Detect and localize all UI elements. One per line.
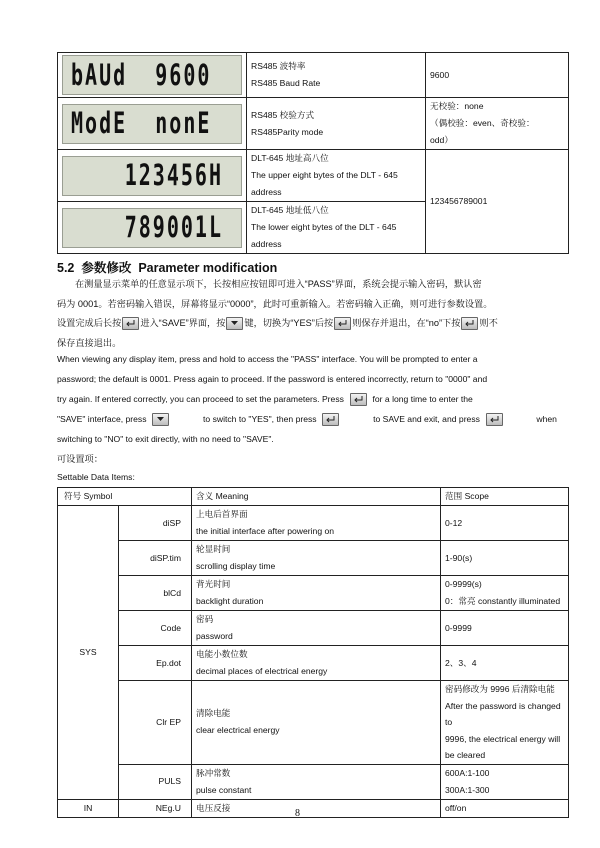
table-row <box>58 611 569 646</box>
down-key-icon <box>152 413 169 426</box>
symbol-cell: Clr EP <box>119 681 192 765</box>
meaning-cell: RS485 校验方式 RS485Parity mode <box>247 98 426 150</box>
lcd-cell <box>58 150 247 202</box>
section-heading: 5.2 参数修改 Parameter modification <box>57 261 278 275</box>
group-sys: SYS <box>58 506 119 800</box>
symbol-cell: diSP.tim <box>119 541 192 576</box>
symbol-cell: Code <box>119 611 192 646</box>
header-symbol: 符号 Symbol <box>58 488 192 506</box>
table-row <box>58 506 569 541</box>
group-in: IN <box>58 799 119 817</box>
enter-key-icon <box>322 413 339 426</box>
meaning-cell: 轮显时间 scrolling display time <box>192 541 441 576</box>
meaning-cell: 电压反接 <box>192 799 441 817</box>
table-row <box>58 799 569 817</box>
meaning-cell: 背光时间 backlight duration <box>192 576 441 611</box>
symbol-cell: NEg.U <box>119 799 192 817</box>
english-paragraph: When viewing any display item, press and hold to access the "PASS" interface. You will be prompted to enter a password; the default is 0001. Press again to proceed. If the password is entered incorrectly, return to "0000" and try again. If entered correctly, you can proceed to set the parameters. Press for a long time to enter the "SAVE" interface, press to switch to "YES", then press to SAVE and exit, and press when switching to "NO" to exit directly, with no need to "SAVE". <box>57 354 557 444</box>
table-row <box>58 53 569 98</box>
enter-key-icon <box>334 317 351 330</box>
meaning-cell: DLT-645 地址低八位 The lower eight bytes of the DLT - 645 address <box>247 202 426 254</box>
table-row <box>58 150 569 202</box>
table-row <box>58 764 569 799</box>
value-cell: 9600 <box>426 53 569 98</box>
scope-cell: 0-12 <box>441 506 569 541</box>
table-row <box>58 646 569 681</box>
settable-data-table <box>57 487 569 818</box>
symbol-cell: Ep.dot <box>119 646 192 681</box>
table-row <box>58 541 569 576</box>
chinese-paragraph: 在测量显示菜单的任意显示项下，长按相应按钮即可进入“PASS”界面，系统会提示输入密码，默认密 码为 0001。若密码输入错误，屏幕将显示“0000”，此时可重新输入。若密码输入正确，则可进行参数设置。 设置完成后长按 进入“SAVE”界面，按 键，切换为“YES”后按 则保存并退出，在“no”下按 则不 保存直接退出。 <box>57 279 498 348</box>
scope-cell: off/on <box>441 799 569 817</box>
meaning-cell: 脉冲常数 pulse constant <box>192 764 441 799</box>
table-row <box>58 576 569 611</box>
address-value-cell: 123456789001 <box>426 150 569 254</box>
lcd-parameter-table <box>57 52 569 254</box>
meaning-cell: 上电后首界面 the initial interface after powering on <box>192 506 441 541</box>
lcd-display: ModE nonE <box>62 104 242 144</box>
meaning-cell: 密码 password <box>192 611 441 646</box>
lcd-cell <box>58 202 247 254</box>
lcd-cell <box>58 98 247 150</box>
enter-key-icon <box>486 413 503 426</box>
settable-label: 可设置项： Settable Data Items: <box>57 454 135 482</box>
value-cell: 无校验：none （偶校验：even、奇校验： odd） <box>426 98 569 150</box>
header-meaning: 含义 Meaning <box>192 488 441 506</box>
lcd-display: 789001L <box>62 208 242 248</box>
enter-key-icon <box>461 317 478 330</box>
scope-cell: 0-9999(s) 0：常亮 constantly illuminated <box>441 576 569 611</box>
scope-cell: 密码修改为 9996 后清除电能 After the password is changed to 9996, the electrical energy will be cleared <box>441 681 569 765</box>
enter-key-icon <box>350 393 367 406</box>
header-scope: 范围 Scope <box>441 488 569 506</box>
meaning-cell: 电能小数位数 decimal places of electrical energy <box>192 646 441 681</box>
symbol-cell: diSP <box>119 506 192 541</box>
lcd-display: 123456H <box>62 156 242 196</box>
meaning-cell: DLT-645 地址高八位 The upper eight bytes of the DLT - 645 address <box>247 150 426 202</box>
meaning-cell: RS485 波特率 RS485 Baud Rate <box>247 53 426 98</box>
scope-cell: 1-90(s) <box>441 541 569 576</box>
table-header-row <box>58 488 569 506</box>
scope-cell: 2、3、4 <box>441 646 569 681</box>
scope-cell: 600A:1-100 300A:1-300 <box>441 764 569 799</box>
symbol-cell: PULS <box>119 764 192 799</box>
lcd-cell <box>58 53 247 98</box>
meaning-cell: 清除电能 clear electrical energy <box>192 681 441 765</box>
table-row <box>58 681 569 765</box>
scope-cell: 0-9999 <box>441 611 569 646</box>
symbol-cell: blCd <box>119 576 192 611</box>
down-key-icon <box>226 317 243 330</box>
page-number: 8 <box>295 808 300 819</box>
enter-key-icon <box>122 317 139 330</box>
table-row <box>58 98 569 150</box>
lcd-display: bAUd 9600 <box>62 55 242 95</box>
